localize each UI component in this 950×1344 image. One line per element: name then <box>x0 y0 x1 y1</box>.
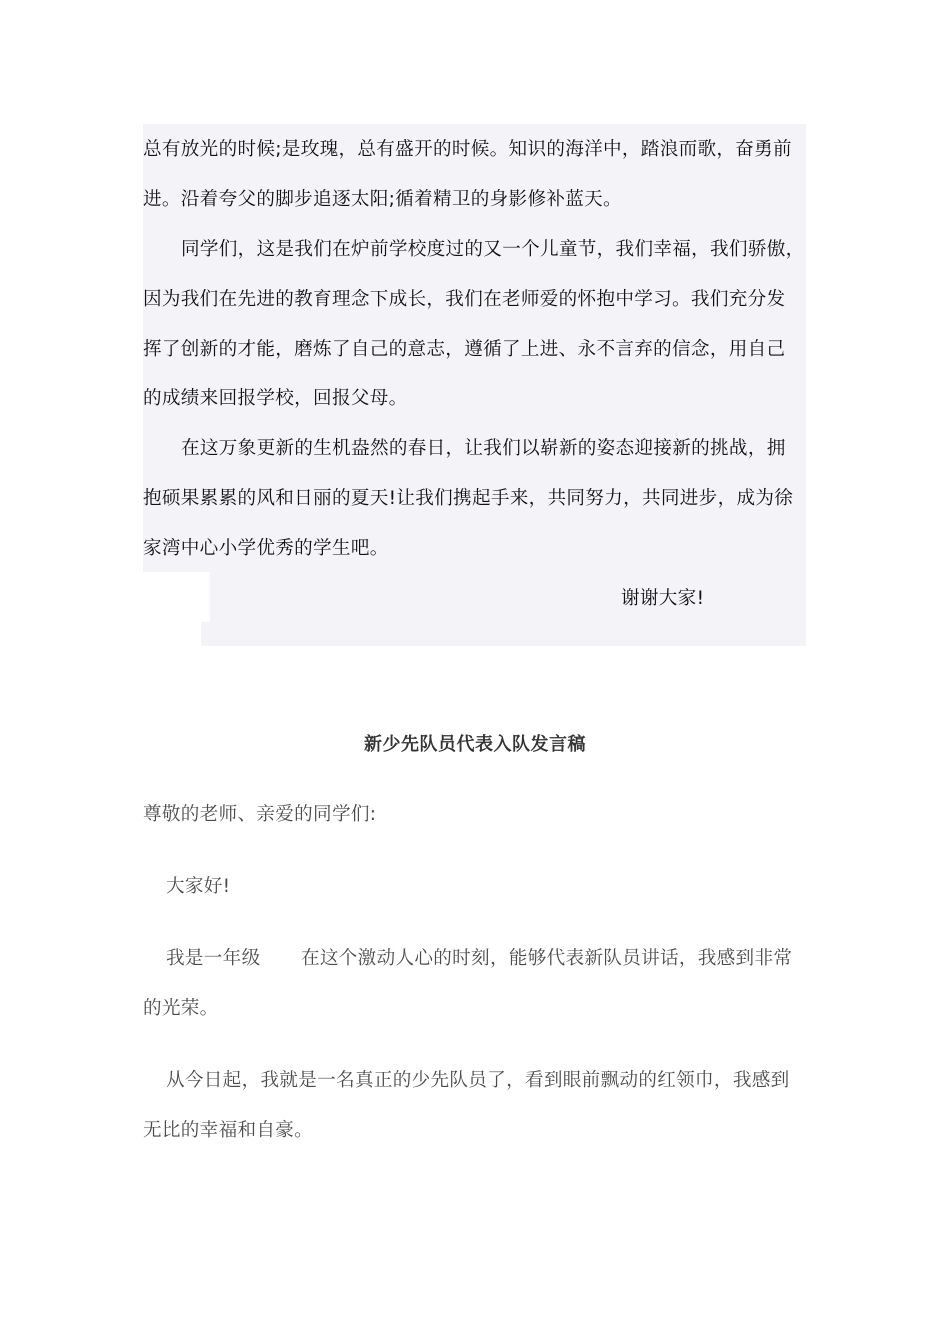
speech1-line-1: 总有放光的时候;是玫瑰，总有盛开的时候。知识的海洋中，踏浪而歌，奋勇前 <box>143 139 792 160</box>
speech1-line-8: 抱硕果累累的风和日丽的夏天!让我们携起手来，共同努力，共同进步，成为徐 <box>143 488 794 509</box>
closing-thanks: 谢谢大家! <box>621 588 705 609</box>
speech1-line-7: 在这万象更新的生机盎然的春日，让我们以崭新的姿态迎接新的挑战，拥 <box>181 438 786 459</box>
speech1-line-2: 进。沿着夸父的脚步追逐太阳;循着精卫的身影修补蓝天。 <box>143 189 622 210</box>
speech2-p2-line1: 从今日起，我就是一名真正的少先队员了，看到眼前飘动的红领巾，我感到 <box>166 1070 790 1091</box>
speech2-salutation: 尊敬的老师、亲爱的同学们: <box>143 804 377 825</box>
speech1-line-9: 家湾中心小学优秀的学生吧。 <box>143 538 389 559</box>
speech2-title: 新少先队员代表入队发言稿 <box>364 734 586 755</box>
highlight-block-tail-lower <box>201 622 806 646</box>
speech1-line-3: 同学们，这是我们在炉前学校度过的又一个儿童节，我们幸福，我们骄傲， <box>181 239 805 260</box>
speech2-greeting: 大家好! <box>166 876 231 897</box>
speech2-p1-line2: 的光荣。 <box>143 998 219 1019</box>
speech2-p1-line1-b: 在这个激动人心的时刻，能够代表新队员讲话，我感到非常 <box>301 948 793 969</box>
speech2-p1-line1-a: 我是一年级 <box>166 948 261 969</box>
speech1-line-4: 因为我们在先进的教育理念下成长，我们在老师爱的怀抱中学习。我们充分发 <box>143 289 786 310</box>
speech2-p2-line2: 无比的幸福和自豪。 <box>143 1120 314 1141</box>
speech1-line-6: 的成绩来回报学校，回报父母。 <box>143 388 408 409</box>
speech1-line-5: 挥了创新的才能，磨炼了自己的意志，遵循了上进、永不言弃的信念，用自己 <box>143 339 786 360</box>
highlight-block-tail <box>210 572 806 622</box>
